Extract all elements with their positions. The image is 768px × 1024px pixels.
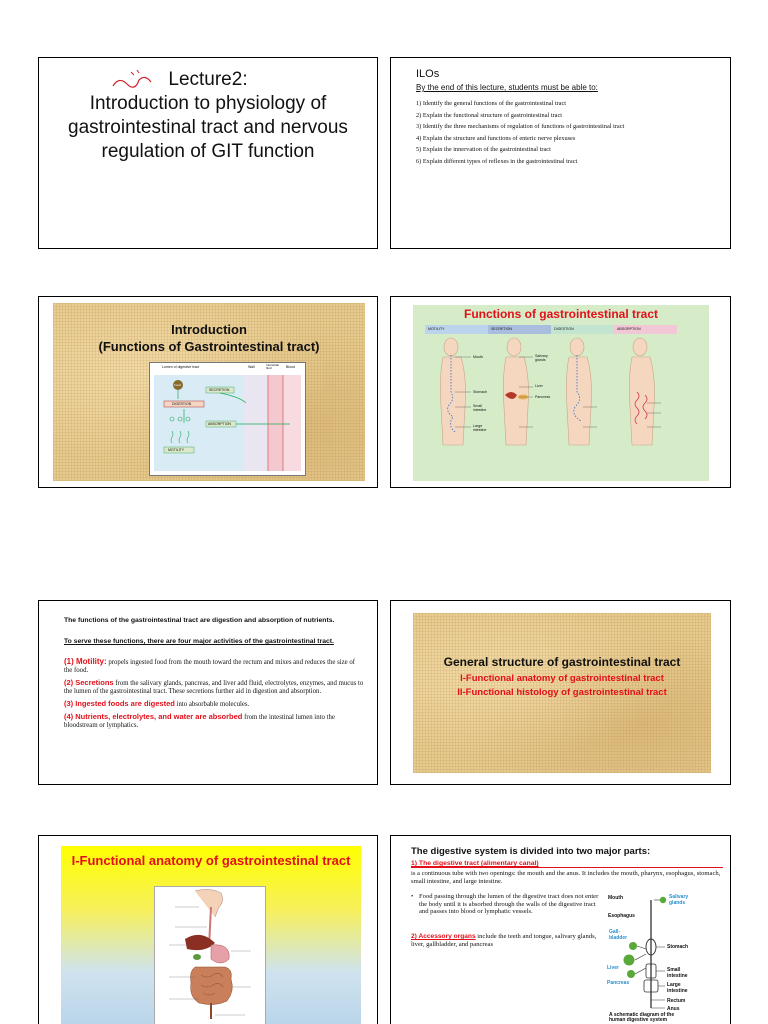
structure-title: General structure of gastrointestinal tract: [443, 655, 681, 669]
label-liver: Liver: [535, 384, 543, 388]
label-salivary: Salivary glands: [535, 354, 548, 362]
slide-ilos: [390, 57, 731, 249]
label-liver: Liver: [607, 965, 619, 971]
intro-subtitle: (Functions of Gastrointestinal tract): [98, 339, 320, 354]
slide-four-activities: [38, 600, 378, 785]
structure-sub-histology: II-Functional histology of gastrointestinal tract: [457, 687, 667, 698]
ilo-item: 2) Explain the functional structure of gastrointestinal tract: [416, 111, 563, 119]
activity-text: into absorbable molecules.: [174, 701, 250, 708]
activities-intro: To serve these functions, there are four major activities of the gastrointestinal tract.: [64, 638, 334, 645]
activity-text: from the intestinal lumen into the bloodstream or lymphatics.: [64, 714, 335, 729]
label-stomach: Stomach: [473, 390, 488, 394]
lumen-label: Lumen of digestive tract: [162, 365, 200, 369]
ilo-item: 5) Explain the innervation of the gastrointestinal tract: [416, 146, 551, 154]
slide-functional-anatomy: [38, 835, 378, 1024]
ilos-list: [416, 98, 726, 168]
label-mouth: Mouth: [473, 355, 483, 359]
digestion-label: DIGESTION: [172, 402, 192, 406]
ilos-intro: By the end of this lecture, students must be able to:: [416, 83, 598, 92]
ilo-item: 4) Explain the structure and functions of enteric nerve plexuses: [416, 134, 576, 142]
label-stomach: Stomach: [667, 944, 689, 950]
diagram-caption: A schematic diagram of the human digestive system: [609, 1012, 675, 1024]
motility-label: MOTILITY: [168, 448, 185, 452]
slide-digestive-system-parts: [390, 835, 731, 1024]
ilo-item: 1) Identify the general functions of the gastrointestinal tract: [416, 100, 567, 107]
activity-key: (2) Secretions: [64, 678, 114, 687]
tract-description: is a continuous tube with two openings: the mouth and the anus. It includes the mouth, pharynx, esophagus, stomach, small intestine, and large intestine.: [411, 870, 721, 885]
body-figures: [425, 337, 677, 447]
absorption-label: ABSORPTION: [208, 422, 231, 426]
ilo-item: 3) Identify the three mechanisms of regulation of functions of gastrointestinal tract: [416, 123, 625, 131]
label-rectum: Rectum: [667, 998, 686, 1004]
slide-lecture-title: [38, 57, 378, 249]
label-large-intestine: Large intestine: [473, 424, 487, 432]
anatomy-title: I-Functional anatomy of gastrointestinal tract: [71, 853, 351, 868]
activity-text: from the salivary glands, pancreas, and liver add fluid, electrolytes, enzymes, and mucus to the lumen of the gastrointestinal tract. These secretions further aid in digestion and absorption.: [64, 680, 364, 695]
lecture-number: Lecture2:: [168, 69, 248, 90]
panel-digestion: DIGESTION: [551, 325, 614, 334]
activity-item: [64, 700, 364, 709]
label-small-intestine: Small intestine: [667, 967, 688, 979]
gi-functions-title: Functions of gastrointestinal tract: [463, 307, 658, 321]
wall-label: Wall: [248, 365, 255, 369]
label-large-intestine: Large intestine: [667, 982, 688, 994]
tract-subheading: 1) The digestive tract (alimentary canal): [411, 860, 723, 868]
label-anus: Anus: [667, 1006, 680, 1012]
functions-intro: The functions of the gastrointestinal tract are digestion and absorption of nutrients.: [64, 617, 335, 624]
structure-sub-anatomy: I-Functional anatomy of gastrointestinal tract: [460, 673, 664, 684]
panel-secretion: SECRETION: [488, 325, 551, 334]
label-small-intestine: Small intestine: [473, 404, 487, 412]
panel-motility: MOTILITY: [425, 325, 488, 334]
activity-item: [64, 713, 364, 730]
accessory-key: 2) Accessory organs: [411, 933, 476, 940]
activities-list: [64, 658, 364, 730]
ilos-heading: ILOs: [416, 68, 440, 80]
digestive-schematic: [607, 892, 727, 1024]
label-pancreas: Pancreas: [607, 980, 630, 986]
gi-functions-diagram: [149, 362, 306, 476]
activity-item: [64, 658, 364, 675]
tract-bullet: [411, 893, 601, 916]
activity-key: (4) Nutrients, electrolytes, and water are absorbed: [64, 712, 243, 721]
parts-heading: The digestive system is divided into two major parts:: [411, 846, 651, 857]
lecture-title: Introduction to physiology of gastrointestinal tract and nervous regulation of GIT function: [68, 93, 348, 162]
secretion-label: SECRETION: [209, 388, 230, 392]
label-esophagus: Esophagus: [608, 913, 635, 919]
intro-title: Introduction: [171, 322, 247, 337]
panel-absorption: ABSORPTION: [614, 325, 677, 334]
digestive-anatomy-illustration: [154, 886, 266, 1024]
activity-item: [64, 679, 364, 696]
label-pancreas: Pancreas: [535, 395, 551, 399]
bullet-icon: •: [411, 893, 414, 900]
slide-introduction: [38, 296, 378, 488]
label-salivary: Salivary glands: [669, 894, 689, 906]
ilo-item: 6) Explain different types of reflexes in the gastrointestinal tract: [416, 157, 578, 165]
interstitial-label: Interstitial fluid: [266, 363, 279, 371]
bullet-text: Food passing through the lumen of the digestive tract does not enter the body until it is absorbed through the walls of the digestive tract and passes into blood or lymphatic vessels.: [419, 893, 599, 916]
accessory-organs: [411, 933, 606, 948]
activity-key: (1) Motility:: [64, 657, 107, 666]
slide-gi-functions: [390, 296, 731, 488]
food-label: Food: [174, 383, 181, 387]
activity-text: propels ingested food from the mouth toward the rectum and mixes and reduces the size of the food.: [64, 659, 356, 674]
label-gallbladder: Gall-bladder: [609, 929, 628, 941]
label-mouth: Mouth: [608, 895, 623, 901]
blood-label: Blood: [286, 365, 295, 369]
accessory-text: include the teeth and tongue, salivary glands, liver, gallbladder, and pancreas: [411, 933, 597, 948]
slide-general-structure: [390, 600, 731, 785]
activity-key: (3) Ingested foods are digested: [64, 699, 175, 708]
